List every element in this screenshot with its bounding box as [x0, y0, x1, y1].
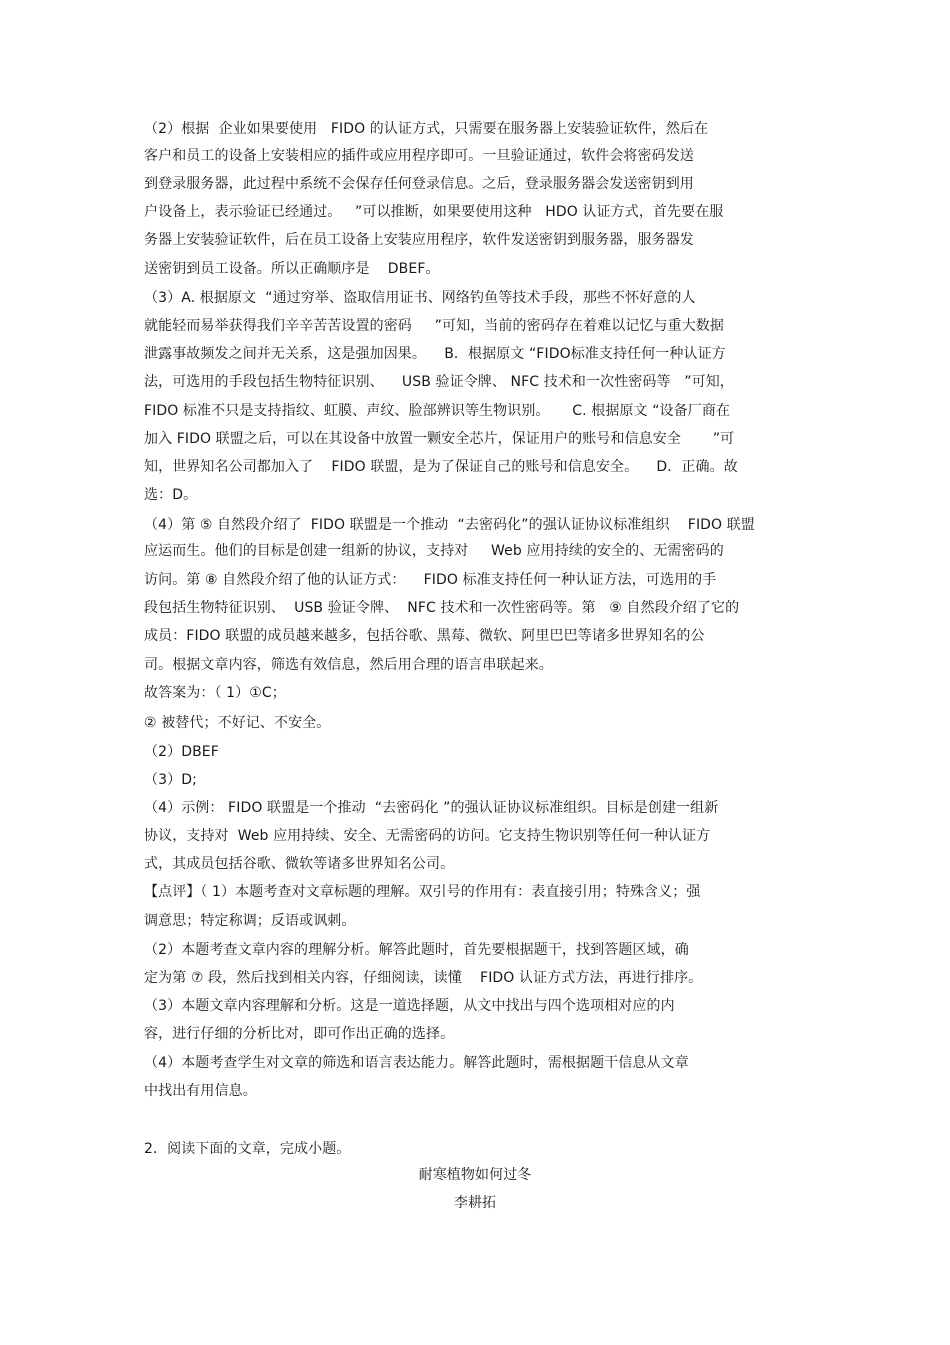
text-line: （3）D;: [144, 772, 197, 788]
article-author: 李耕拓: [453, 1195, 497, 1211]
text-line: 容，进行仔细的分析比对，即可作出正确的选择。: [144, 1026, 455, 1042]
text-line: 应运而生。他们的目标是创建一组新的协议，支持对 Web 应用持续的安全的、无需密码的: [144, 543, 724, 559]
text-line: （2）本题考查文章内容的理解分析。解答此题时，首先要根据题干，找到答题区域，确: [144, 942, 689, 958]
text-line: 到登录服务器，此过程中系统不会保存任何登录信息。之后，登录服务器会发送密钥到用: [144, 176, 694, 192]
text-line: 【点评】（ 1）本题考查对文章标题的理解。双引号的作用有：表直接引用；特殊含义；强: [144, 884, 701, 900]
text-line: 户设备上，表示验证已经通过。 ”可以推断，如果要使用这种 HDO 认证方式，首先要在服: [144, 204, 724, 220]
text-line: 法，可选用的手段包括生物特征识别、 USB 验证令牌、 NFC 技术和一次性密码等 ”可知，: [144, 374, 734, 390]
text-line: 式，其成员包括谷歌、微软等诸多世界知名公司。: [144, 856, 455, 872]
text-line: 客户和员工的设备上安装相应的插件或应用程序即可。一旦验证通过，软件会将密码发送: [144, 148, 694, 164]
text-line: 段包括生物特征识别、 USB 验证令牌、 NFC 技术和一次性密码等。第 ⑨ 自然段介绍了它的: [144, 600, 740, 616]
article-title: 耐寒植物如何过冬: [418, 1167, 532, 1183]
text-line: 成员：FIDO 联盟的成员越来越多，包括谷歌、黑莓、微软、阿里巴巴等诸多世界知名的公: [144, 628, 705, 644]
text-line: 协议，支持对 Web 应用持续、安全、无需密码的访问。它支持生物识别等任何一种认证方: [144, 828, 711, 844]
text-line: 选：D。: [144, 487, 198, 503]
text-line: （2）根据 企业如果要使用 FIDO 的认证方式，只需要在服务器上安装验证软件，然后在: [144, 121, 709, 137]
text-line: 加入 FIDO 联盟之后，可以在其设备中放置一颗安全芯片，保证用户的账号和信息安全 ”可: [144, 431, 735, 447]
text-line: FIDO 标准不只是支持指纹、虹膜、声纹、脸部辨识等生物识别。 C. 根据原文 “设备厂商在: [144, 403, 731, 419]
text-line: （4）示例： FIDO 联盟是一个推动 “去密码化 ”的强认证协议标准组织。目标是创建一组新: [144, 800, 719, 816]
text-line: 故答案为：（ 1）①C；: [144, 685, 286, 701]
text-line: （4）本题考查学生对文章的筛选和语言表达能力。解答此题时，需根据题干信息从文章: [144, 1055, 689, 1071]
text-line: 调意思；特定称调；反语或讽刺。: [144, 913, 356, 929]
text-line: （3）A. 根据原文 “通过穷举、盗取信用证书、网络钓鱼等技术手段，那些不怀好意的人: [144, 290, 696, 306]
text-line: 中找出有用信息。: [144, 1083, 257, 1099]
text-line: 司。根据文章内容，筛选有效信息，然后用合理的语言串联起来。: [144, 657, 553, 673]
text-line: 就能轻而易举获得我们辛辛苦苦设置的密码 ”可知，当前的密码存在着难以记忆与重大数据: [144, 318, 725, 334]
text-line: 定为第 ⑦ 段，然后找到相关内容，仔细阅读，读懂 FIDO 认证方式方法，再进行排序。: [144, 970, 703, 986]
text-line: 知，世界知名公司都加入了 FIDO 联盟，是为了保证自己的账号和信息安全。 D．正确。故: [144, 459, 738, 475]
text-line: （2）DBEF: [144, 744, 219, 760]
text-line: （4）第 ⑤ 自然段介绍了 FIDO 联盟是一个推动 “去密码化”的强认证协议标准组织 FIDO 联盟: [144, 517, 755, 533]
question-heading: 2．阅读下面的文章，完成小题。: [144, 1141, 351, 1157]
text-line: 务器上安装验证软件，后在员工设备上安装应用程序，软件发送密钥到服务器，服务器发: [144, 232, 694, 248]
text-line: 送密钥到员工设备。所以正确顺序是 DBEF。: [144, 261, 440, 277]
text-line: （3）本题文章内容理解和分析。这是一道选择题，从文中找出与四个选项相对应的内: [144, 998, 675, 1014]
text-line: ② 被替代；不好记、不安全。: [144, 715, 331, 731]
text-line: 泄露事故频发之间并无关系，这是强加因果。 B．根据原文 “FIDO标准支持任何一种认证方: [144, 346, 726, 362]
text-line: 访问。第 ⑧ 自然段介绍了他的认证方式： FIDO 标准支持任何一种认证方法，可选用的手: [144, 572, 717, 588]
